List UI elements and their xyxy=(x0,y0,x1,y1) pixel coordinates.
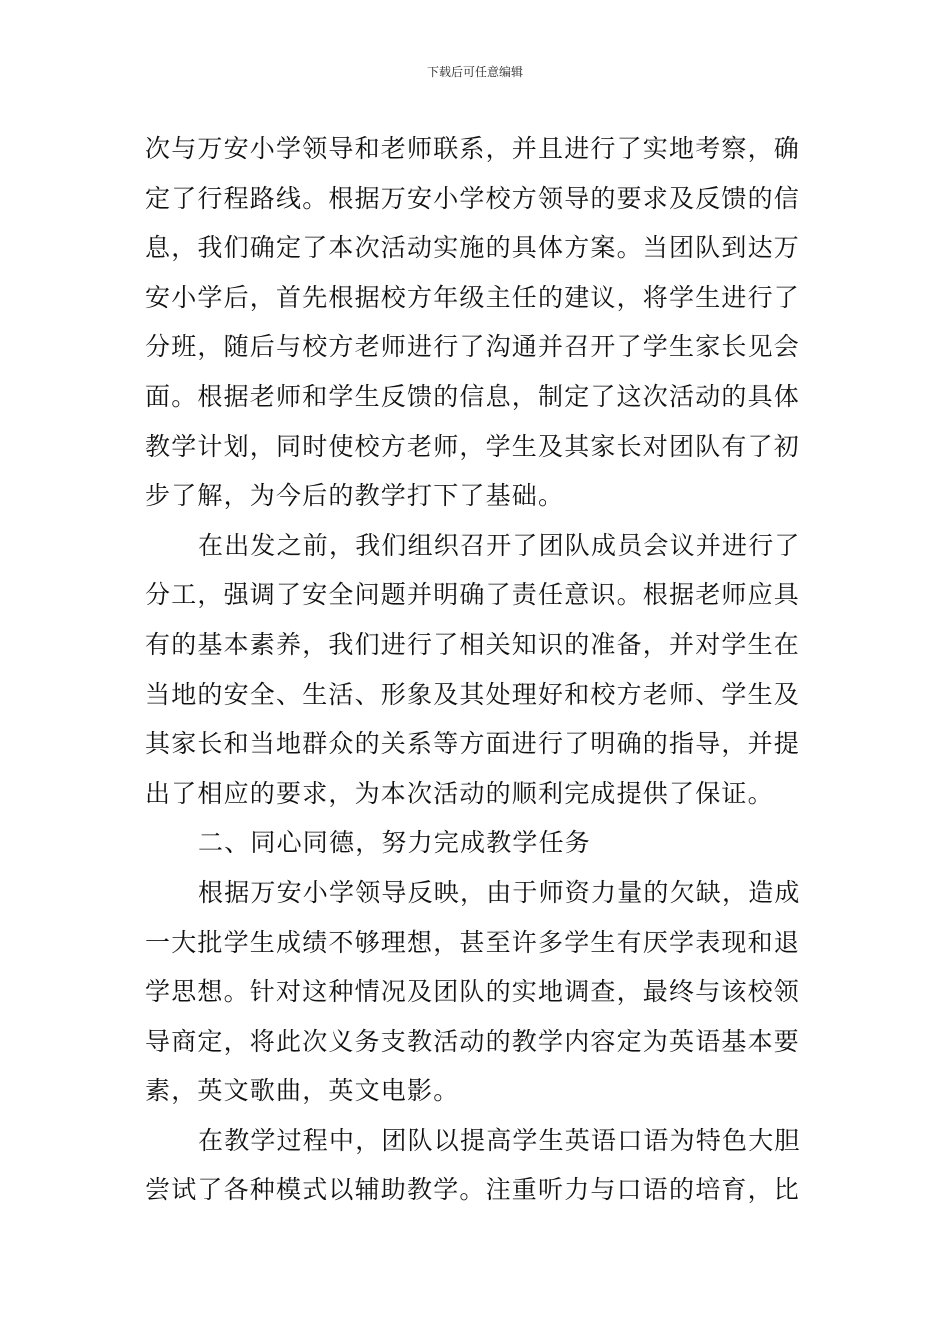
text-line: 分工，强调了安全问题并明确了责任意识。根据老师应具 xyxy=(145,580,801,610)
page-header: 下载后可任意编辑 xyxy=(426,65,523,79)
paragraph-start-line: 在教学过程中，团队以提高学生英语口语为特色大胆 xyxy=(198,1125,801,1155)
text-line: 导商定，将此次义务支教活动的教学内容定为英语基本要 xyxy=(145,1026,801,1056)
text-line: 尝试了各种模式以辅助教学。注重听力与口语的培育，比 xyxy=(145,1175,801,1205)
text-line: 安小学后，首先根据校方年级主任的建议，将学生进行了 xyxy=(145,282,801,312)
text-line: 素，英文歌曲，英文电影。 xyxy=(145,1076,460,1106)
text-line: 分班，随后与校方老师进行了沟通并召开了学生家长见会 xyxy=(145,332,801,362)
text-line: 当地的安全、生活、形象及其处理好和校方老师、学生及 xyxy=(145,679,801,709)
paragraph-start-line: 根据万安小学领导反映，由于师资力量的欠缺，造成 xyxy=(198,877,801,907)
text-line: 次与万安小学领导和老师联系，并且进行了实地考察，确 xyxy=(145,134,801,163)
paragraph-start-line: 在出发之前，我们组织召开了团队成员会议并进行了 xyxy=(198,530,801,560)
text-line: 出了相应的要求，为本次活动的顺利完成提供了保证。 xyxy=(145,778,774,808)
document-body xyxy=(145,124,810,1215)
text-line: 教学计划，同时使校方老师，学生及其家长对团队有了初 xyxy=(145,431,801,461)
text-line: 息，我们确定了本次活动实施的具体方案。当团队到达万 xyxy=(145,233,801,263)
text-line: 学思想。针对这种情况及团队的实地调查，最终与该校领 xyxy=(145,977,801,1007)
text-line: 定了行程路线。根据万安小学校方领导的要求及反馈的信 xyxy=(145,183,801,213)
text-line: 步了解，为今后的教学打下了基础。 xyxy=(145,481,565,511)
section-heading: 二、同心同德，努力完成教学任务 xyxy=(198,828,592,858)
text-line: 面。根据老师和学生反馈的信息，制定了这次活动的具体 xyxy=(145,381,801,411)
text-line: 一大批学生成绩不够理想，甚至许多学生有厌学表现和退 xyxy=(145,927,801,957)
text-line: 有的基本素养，我们进行了相关知识的准备，并对学生在 xyxy=(145,629,801,659)
text-line: 其家长和当地群众的关系等方面进行了明确的指导，并提 xyxy=(145,729,801,759)
